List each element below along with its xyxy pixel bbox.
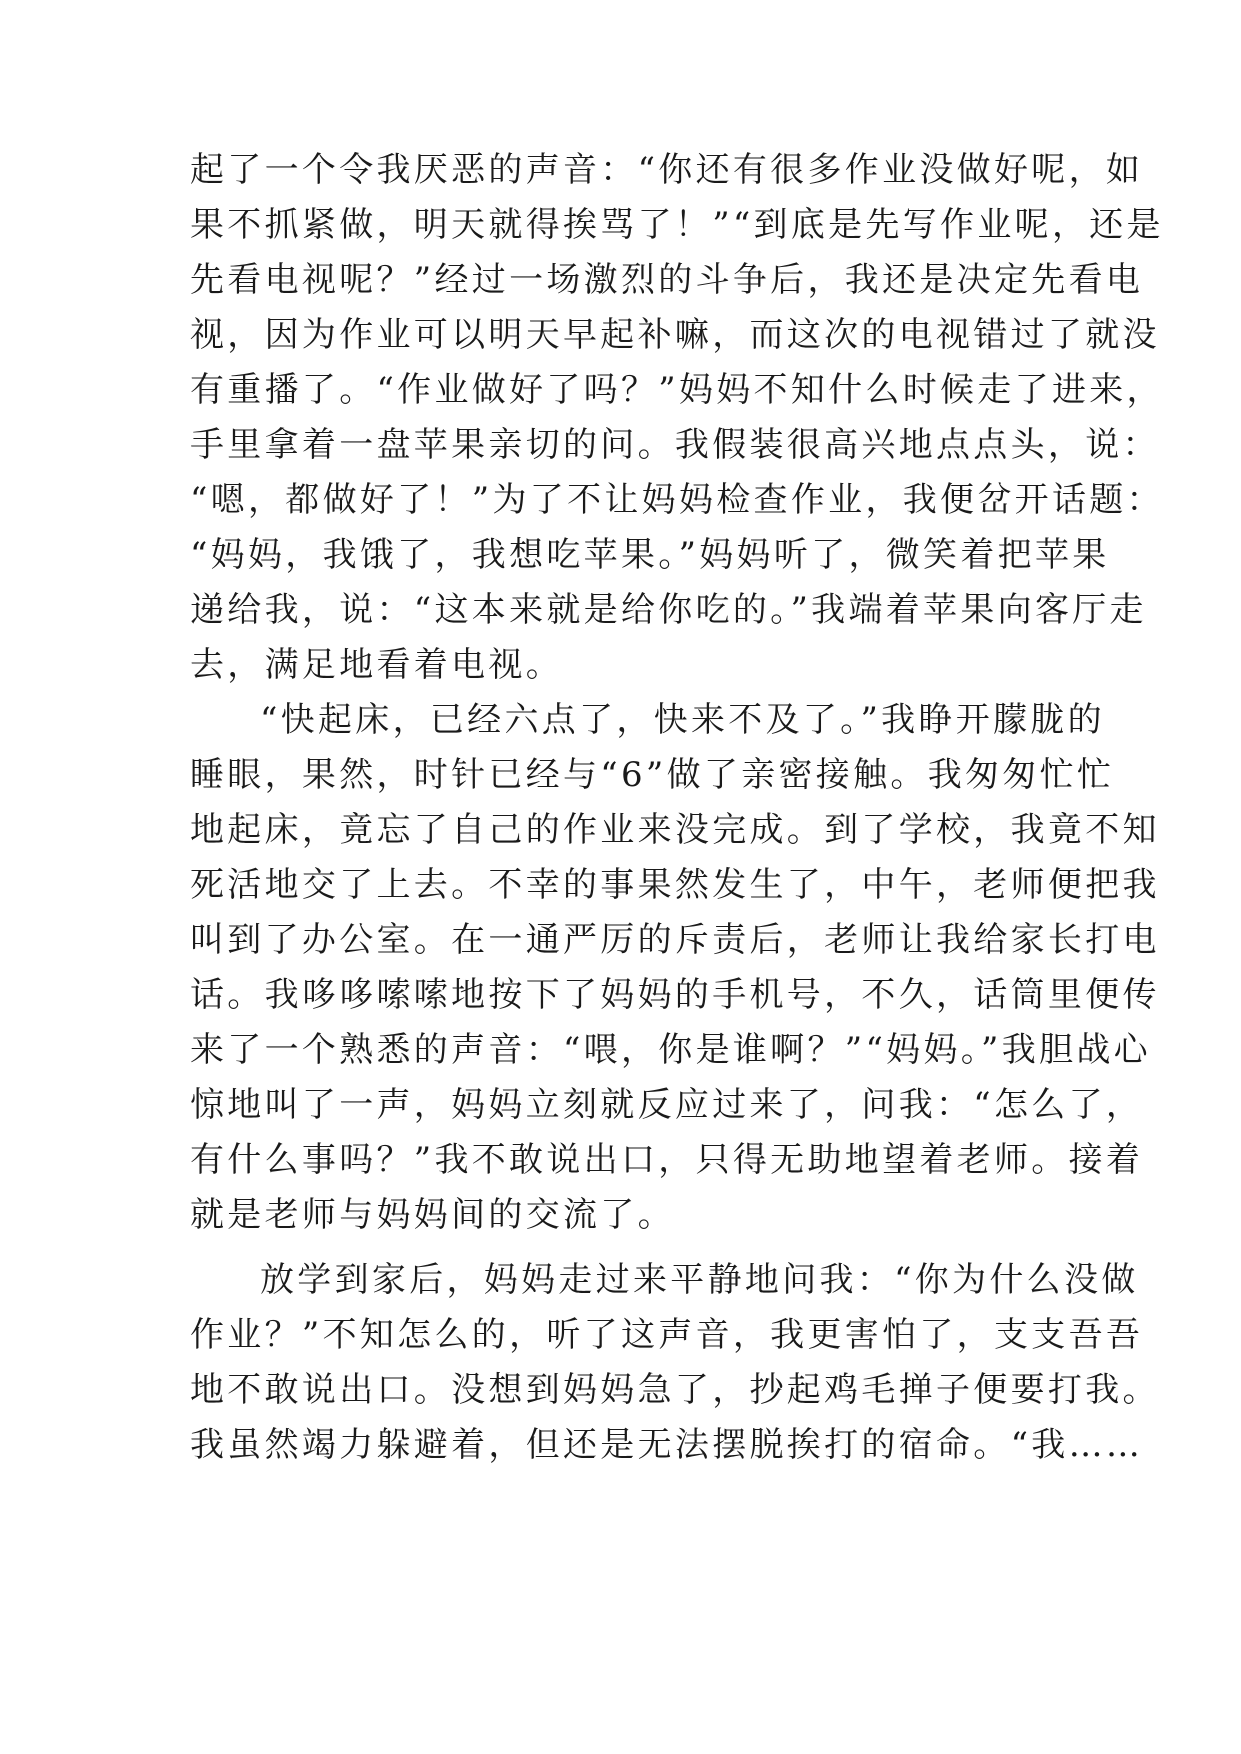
text-line: 我虽然竭力躲避着，但还是无法摆脱挨打的宿命。“我…… bbox=[190, 1425, 1144, 1465]
text-line: 地起床，竟忘了自己的作业来没完成。到了学校，我竟不知 bbox=[190, 810, 1160, 850]
paragraph-start-line: 放学到家后，妈妈走过来平静地问我：“你为什么没做 bbox=[260, 1260, 1139, 1300]
text-line: 就是老师与妈妈间的交流了。 bbox=[190, 1195, 675, 1235]
text-line: 视，因为作业可以明天早起补嘛，而这次的电视错过了就没 bbox=[190, 315, 1160, 355]
text-line: 递给我，说：“这本来就是给你吃的。”我端着苹果向客厅走 bbox=[190, 590, 1147, 630]
text-line: 地不敢说出口。没想到妈妈急了，抄起鸡毛掸子便要打我。 bbox=[190, 1370, 1160, 1410]
text-line: 有重播了。“作业做好了吗？”妈妈不知什么时候走了进来， bbox=[190, 370, 1164, 410]
text-line: 果不抓紧做，明天就得挨骂了！”“到底是先写作业呢，还是 bbox=[190, 205, 1164, 245]
text-line: 来了一个熟悉的声音：“喂，你是谁啊？”“妈妈。”我胆战心 bbox=[190, 1030, 1151, 1070]
text-line: 话。我哆哆嗦嗦地按下了妈妈的手机号，不久，话筒里便传 bbox=[190, 975, 1160, 1015]
text-line: 去，满足地看着电视。 bbox=[190, 645, 563, 685]
text-line: 惊地叫了一声，妈妈立刻就反应过来了，问我：“怎么了， bbox=[190, 1085, 1144, 1125]
text-line: 起了一个令我厌恶的声音：“你还有很多作业没做好呢，如 bbox=[190, 150, 1144, 190]
paragraph-start-line: “快起床，已经六点了，快来不及了。”我睁开朦胧的 bbox=[260, 700, 1105, 740]
text-line: “妈妈，我饿了，我想吃苹果。”妈妈听了，微笑着把苹果 bbox=[190, 535, 1110, 575]
text-line: 死活地交了上去。不幸的事果然发生了，中午，老师便把我 bbox=[190, 865, 1160, 905]
text-line: 睡眼，果然，时针已经与“6”做了亲密接触。我匆匆忙忙 bbox=[190, 755, 1115, 795]
text-line: 有什么事吗？”我不敢说出口，只得无助地望着老师。接着 bbox=[190, 1140, 1144, 1180]
text-line: “嗯，都做好了！”为了不让妈妈检查作业，我便岔开话题： bbox=[190, 480, 1164, 520]
text-line: 手里拿着一盘苹果亲切的问。我假装很高兴地点点头，说： bbox=[190, 425, 1160, 465]
text-line: 叫到了办公室。在一通严厉的斥责后，老师让我给家长打电 bbox=[190, 920, 1160, 960]
text-line: 先看电视呢？”经过一场激烈的斗争后，我还是决定先看电 bbox=[190, 260, 1144, 300]
text-line: 作业？”不知怎么的，听了这声音，我更害怕了，支支吾吾 bbox=[190, 1315, 1144, 1355]
